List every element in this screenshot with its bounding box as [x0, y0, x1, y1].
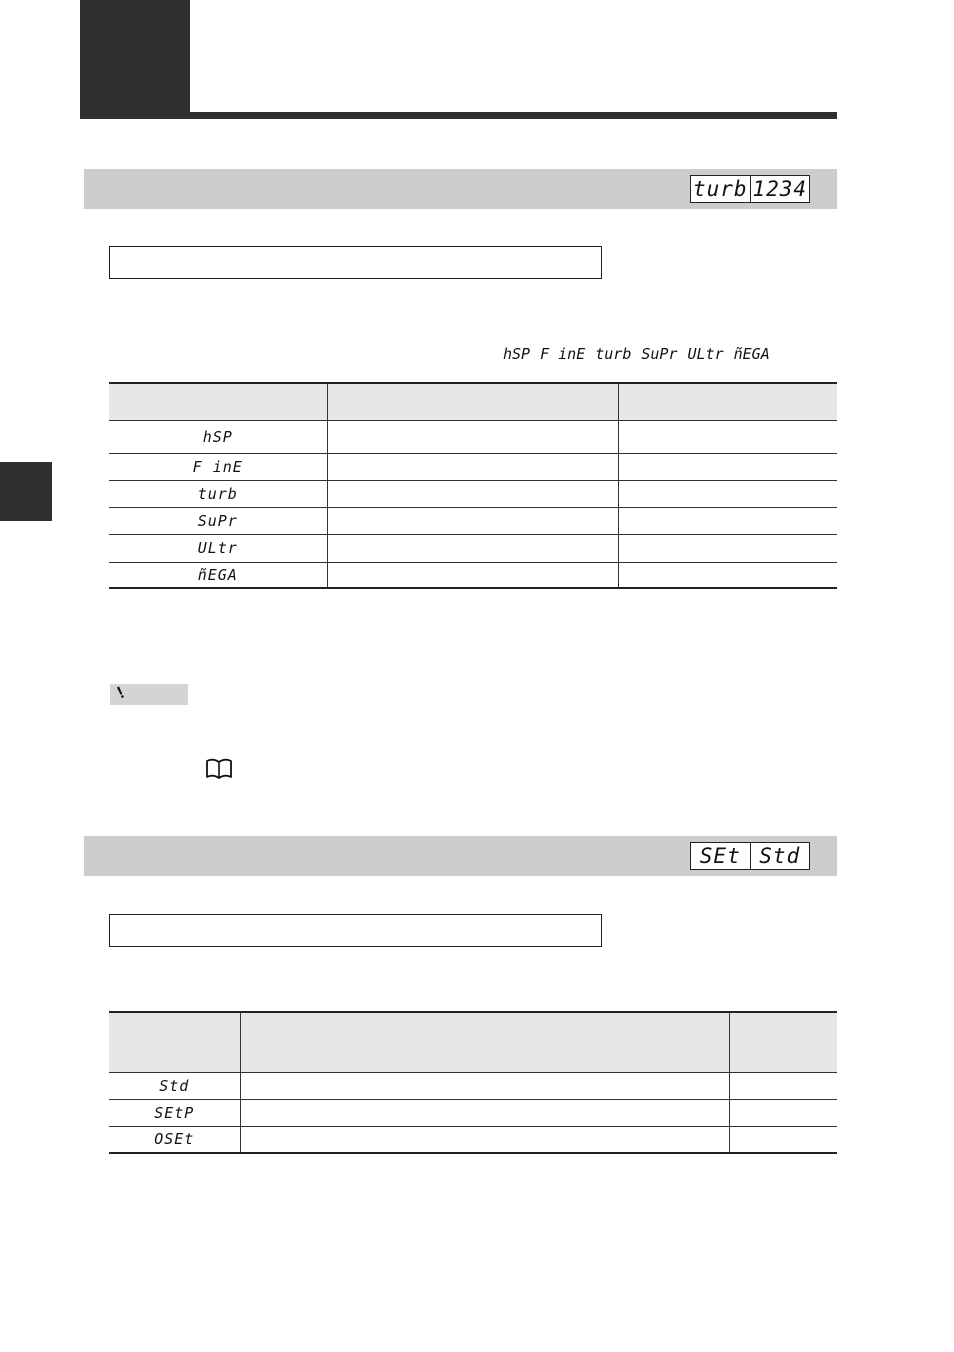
table-row [109, 1072, 837, 1099]
section-bar-setting [84, 836, 837, 876]
option-item: F inE [540, 345, 586, 363]
table-row [109, 1126, 837, 1153]
table-header-row [109, 383, 837, 420]
table-row [109, 562, 837, 588]
table-row [109, 420, 837, 453]
table-header-cell [240, 1012, 729, 1072]
option-item: hSP [503, 345, 531, 363]
table-row [109, 1099, 837, 1126]
table-header-cell [327, 383, 618, 420]
segment-display-right: Std [750, 843, 810, 869]
header-rule [80, 112, 837, 119]
table-row [109, 534, 837, 562]
setting-table [109, 1011, 837, 1154]
table-header-cell [109, 383, 327, 420]
table-header-row [109, 1012, 837, 1072]
segment-display-left: turb [692, 177, 748, 201]
outline-box-setting [109, 914, 602, 947]
mode-option-list [503, 345, 770, 363]
table-row [109, 480, 837, 507]
table-row [109, 453, 837, 480]
mode-cell: turb [109, 480, 327, 507]
table-header-cell [618, 383, 837, 420]
setting-cell: OSEt [109, 1126, 240, 1153]
chapter-block [80, 0, 190, 118]
table-header-cell [109, 1012, 240, 1072]
mode-cell: F inE [109, 453, 327, 480]
section-bar-mode [84, 169, 837, 209]
option-item: ñEGA [733, 345, 770, 363]
table-header-cell [729, 1012, 837, 1072]
option-item: SuPr [641, 345, 678, 363]
mode-table [109, 382, 837, 589]
outline-box-mode [109, 246, 602, 279]
segment-display-left: SEt [699, 844, 741, 868]
exclamation-icon: ! [114, 682, 128, 703]
mode-cell: hSP [109, 420, 327, 453]
segment-display-mode [690, 175, 810, 203]
segment-display-right: 1234 [750, 176, 810, 202]
note-badge [110, 684, 188, 705]
setting-cell: Std [109, 1072, 240, 1099]
table-row [109, 507, 837, 534]
book-icon [205, 758, 233, 780]
option-item: turb [595, 345, 632, 363]
setting-cell: SEtP [109, 1099, 240, 1126]
chapter-side-tab [0, 462, 52, 521]
mode-cell: ULtr [109, 534, 327, 562]
segment-display-setting [690, 842, 810, 870]
option-item: ULtr [687, 345, 724, 363]
mode-cell: SuPr [109, 507, 327, 534]
mode-cell: ñEGA [109, 562, 327, 588]
